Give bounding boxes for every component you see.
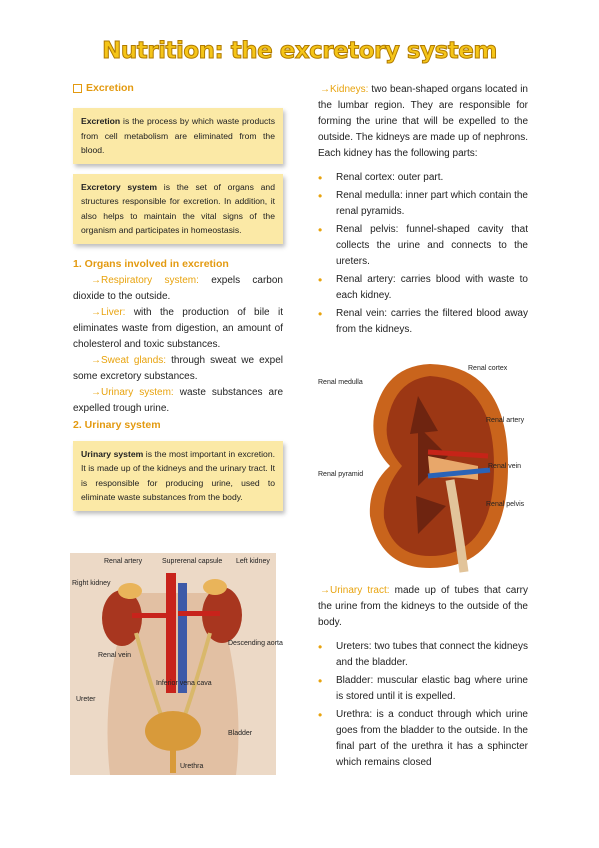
label-ureter: Ureter [76, 696, 96, 703]
label-renal-pelvis: Renal pelvis [486, 501, 525, 508]
organs-list [73, 273, 283, 417]
excretion-definition-note: Excretion is the process by which waste products from cell metabolism are eliminated from the blood. [73, 108, 283, 164]
urinary-tract-list [318, 639, 528, 771]
kidney-figure [318, 356, 530, 572]
label-renal-pyramid: Renal pyramid [318, 471, 364, 478]
organ-item: →Liver: with the production of bile it eliminates waste from digestion, an amount of cholesterol and toxic substances. [73, 306, 283, 350]
list-item: • Renal vein: carries the filtered blood away from the kidneys. [318, 306, 528, 338]
label-renal-vein: Renal vein [98, 652, 132, 659]
label-renal-cortex: Renal cortex [468, 365, 508, 372]
excretion-heading: Excretion [73, 82, 283, 94]
list-item: • Bladder: muscular elastic bag where urine is stored until it is expelled. [318, 673, 528, 705]
label-suprarenal-capsule: Suprerenal capsule [162, 558, 223, 565]
list-item: • Renal cortex: outer part. [318, 170, 528, 186]
organs-heading: 1. Organs involved in excretion [73, 257, 229, 270]
urinary-tract-section [318, 583, 528, 773]
right-column [318, 82, 528, 340]
checkbox-icon [73, 84, 82, 93]
label-inferior-vena-cava: Inferior vena cava [156, 680, 212, 687]
list-item: • Renal artery: carries blood with waste to each kidney. [318, 272, 528, 304]
kidneys-paragraph: →Kidneys: two bean-shaped organs located in the lumbar region. They are responsible for forming the urine that will be expelled to the outside. The kidneys are made up of nephrons. Each kidney has the following parts: [318, 84, 528, 159]
excretory-system-note: Excretory system is the set of organs and structures responsible for excretion. In addition, it also helps to maintain the vital signs of the organism and participates in homeostasis. [73, 174, 283, 244]
list-item: • Urethra: is a conduct through which urine goes from the bladder to the outside. In the final part of the urethra it has a sphincter which remains closed [318, 707, 528, 771]
kidney-parts-list [318, 170, 528, 338]
label-renal-artery: Renal artery [104, 558, 143, 565]
page-title: Nutrition: the excretory system [102, 38, 497, 64]
urinary-tract-paragraph: →Urinary tract: made up of tubes that carry the urine from the kidneys to the outside of the body. [318, 585, 529, 628]
label-renal-vein-kidney: Renal vein [488, 463, 522, 470]
label-renal-artery-kidney: Renal artery [486, 417, 525, 424]
organ-item: →Respiratory system: expels carbon dioxide to the outside. [73, 274, 283, 302]
label-renal-medulla: Renal medulla [318, 379, 363, 386]
label-right-kidney: Right kidney [72, 580, 111, 587]
label-descending-aorta: Descending aorta [228, 640, 283, 647]
left-column [73, 82, 283, 511]
urinary-system-note: Urinary system is the most important in excretion. It is made up of the kidneys and the urinary tract. It is responsible for producing urine, used to eliminate waste substances from the body. [73, 441, 283, 511]
organ-item: →Urinary system: waste substances are expelled trough urine. [73, 386, 284, 414]
organ-item: →Sweat glands: through sweat we expel some excretory substances. [73, 354, 283, 382]
urinary-heading: 2. Urinary system [73, 418, 161, 431]
label-bladder: Bladder [228, 730, 253, 737]
label-urethra: Urethra [180, 763, 204, 770]
list-item: • Ureters: two tubes that connect the kidneys and the bladder. [318, 639, 528, 671]
label-left-kidney: Left kidney [236, 558, 270, 565]
list-item: • Renal pelvis: funnel-shaped cavity that collects the urine and connects to the ureters. [318, 222, 528, 270]
urinary-system-figure [70, 553, 283, 775]
list-item: • Renal medulla: inner part which contain the renal pyramids. [318, 188, 528, 220]
